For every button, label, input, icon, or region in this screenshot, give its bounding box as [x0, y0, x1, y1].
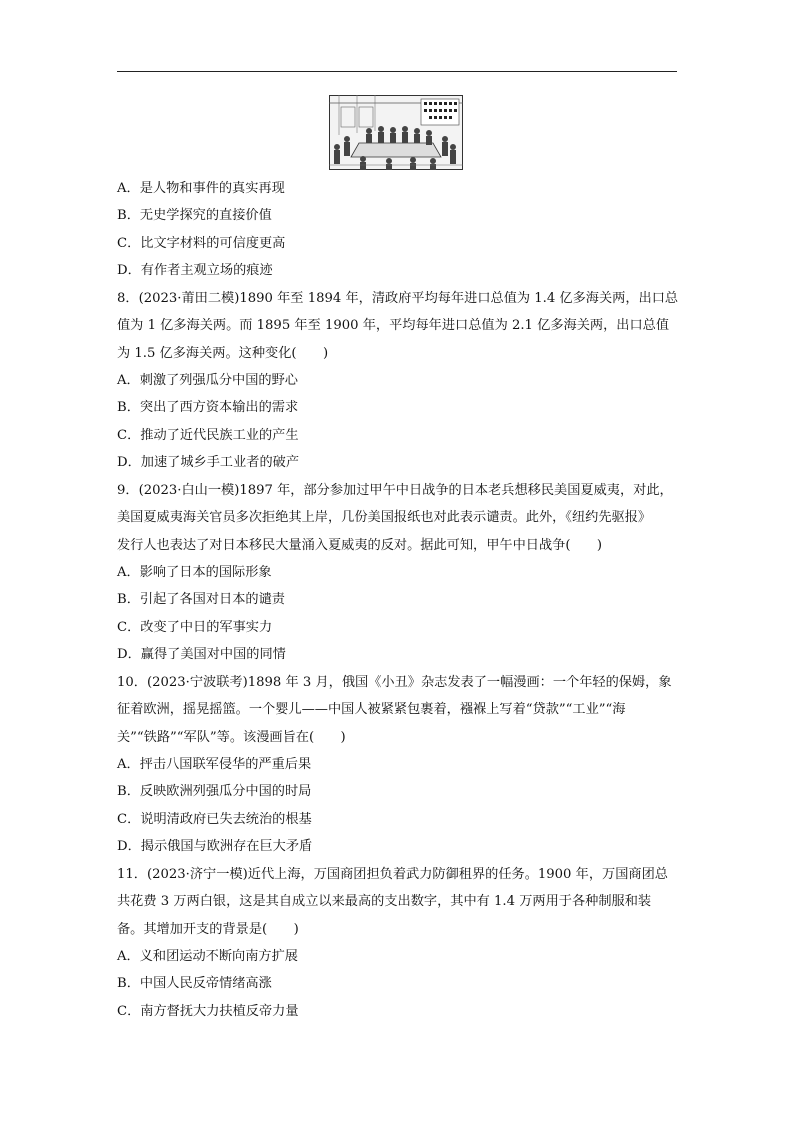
q10-option-b: B．反映欧洲列强瓜分中国的时局 — [117, 784, 312, 799]
q10-option-a: A．抨击八国联军侵华的严重后果 — [117, 757, 312, 772]
q10-option-d: D．揭示俄国与欧洲存在巨大矛盾 — [117, 839, 313, 854]
q9-stem-line-2: 美国夏威夷海关官员多次拒绝其上岸，几份美国报纸也对此表示谴责。此外，《纽约先驱报》 — [117, 510, 652, 525]
header-rule — [117, 71, 677, 72]
q10-stem-line-1: 10．(2023·宁波联考)1898 年 3 月，俄国《小丑》杂志发表了一幅漫画：一个年轻的保姆，象 — [117, 675, 672, 690]
q9-option-d: D．赢得了美国对中国的同情 — [117, 647, 286, 662]
q8-option-a: A．刺激了列强瓜分中国的野心 — [117, 373, 298, 388]
q8-option-c: C．推动了近代民族工业的产生 — [117, 428, 299, 443]
q10-stem-line-2: 征着欧洲，摇晃摇篮。一个婴儿——中国人被紧紧包裹着，襁褓上写着“贷款”“工业”“海 — [117, 702, 626, 717]
q10-stem-line-3: 关”“铁路”“军队”等。该漫画旨在( ) — [117, 730, 346, 745]
q8-stem-line-2: 值为 1 亿多海关两。而 1895 年至 1900 年，平均每年进口总值为 2.1 亿多海关两，出口总值 — [117, 318, 670, 333]
q7-option-a: A．是人物和事件的真实再现 — [117, 181, 285, 196]
q9-option-b: B．引起了各国对日本的谴责 — [117, 592, 285, 607]
q8-stem-line-1: 8．(2023·莆田二模)1890 年至 1894 年，清政府平均每年进口总值为 1.4 亿多海关两，出口总 — [117, 291, 679, 306]
q11-option-b: B．中国人民反帝情绪高涨 — [117, 976, 272, 991]
treaty-signing-illustration — [329, 95, 463, 170]
q7-option-d: D．有作者主观立场的痕迹 — [117, 263, 273, 278]
q11-stem-line-1: 11．(2023·济宁一模)近代上海，万国商团担负着武力防御租界的任务。1900 年，万国商团总 — [117, 867, 668, 882]
q8-option-d: D．加速了城乡手工业者的破产 — [117, 455, 300, 470]
q8-stem-line-3: 为 1.5 亿多海关两。这种变化( ) — [117, 346, 329, 361]
q10-option-c: C．说明清政府已失去统治的根基 — [117, 812, 312, 827]
q7-option-c: C．比文字材料的可信度更高 — [117, 236, 286, 251]
q11-stem-line-3: 备。其增加开支的背景是( ) — [117, 922, 299, 937]
q9-option-c: C．改变了中日的军事实力 — [117, 620, 273, 635]
q9-option-a: A．影响了日本的国际形象 — [117, 565, 272, 580]
q9-stem-line-3: 发行人也表达了对日本移民大量涌入夏威夷的反对。据此可知，甲午中日战争( ) — [117, 538, 603, 553]
q8-option-b: B．突出了西方资本输出的需求 — [117, 400, 299, 415]
q7-option-b: B．无史学探究的直接价值 — [117, 208, 272, 223]
q9-stem-line-1: 9．(2023·白山一模)1897 年，部分参加过甲午中日战争的日本老兵想移民美国夏威夷，对此， — [117, 483, 673, 498]
q11-option-a: A．义和团运动不断向南方扩展 — [117, 949, 298, 964]
q11-stem-line-2: 共花费 3 万两白银，这是其自成立以来最高的支出数字，其中有 1.4 万两用于各种制服和装 — [117, 894, 652, 909]
q11-option-c: C．南方督抚大力扶植反帝力量 — [117, 1004, 299, 1019]
